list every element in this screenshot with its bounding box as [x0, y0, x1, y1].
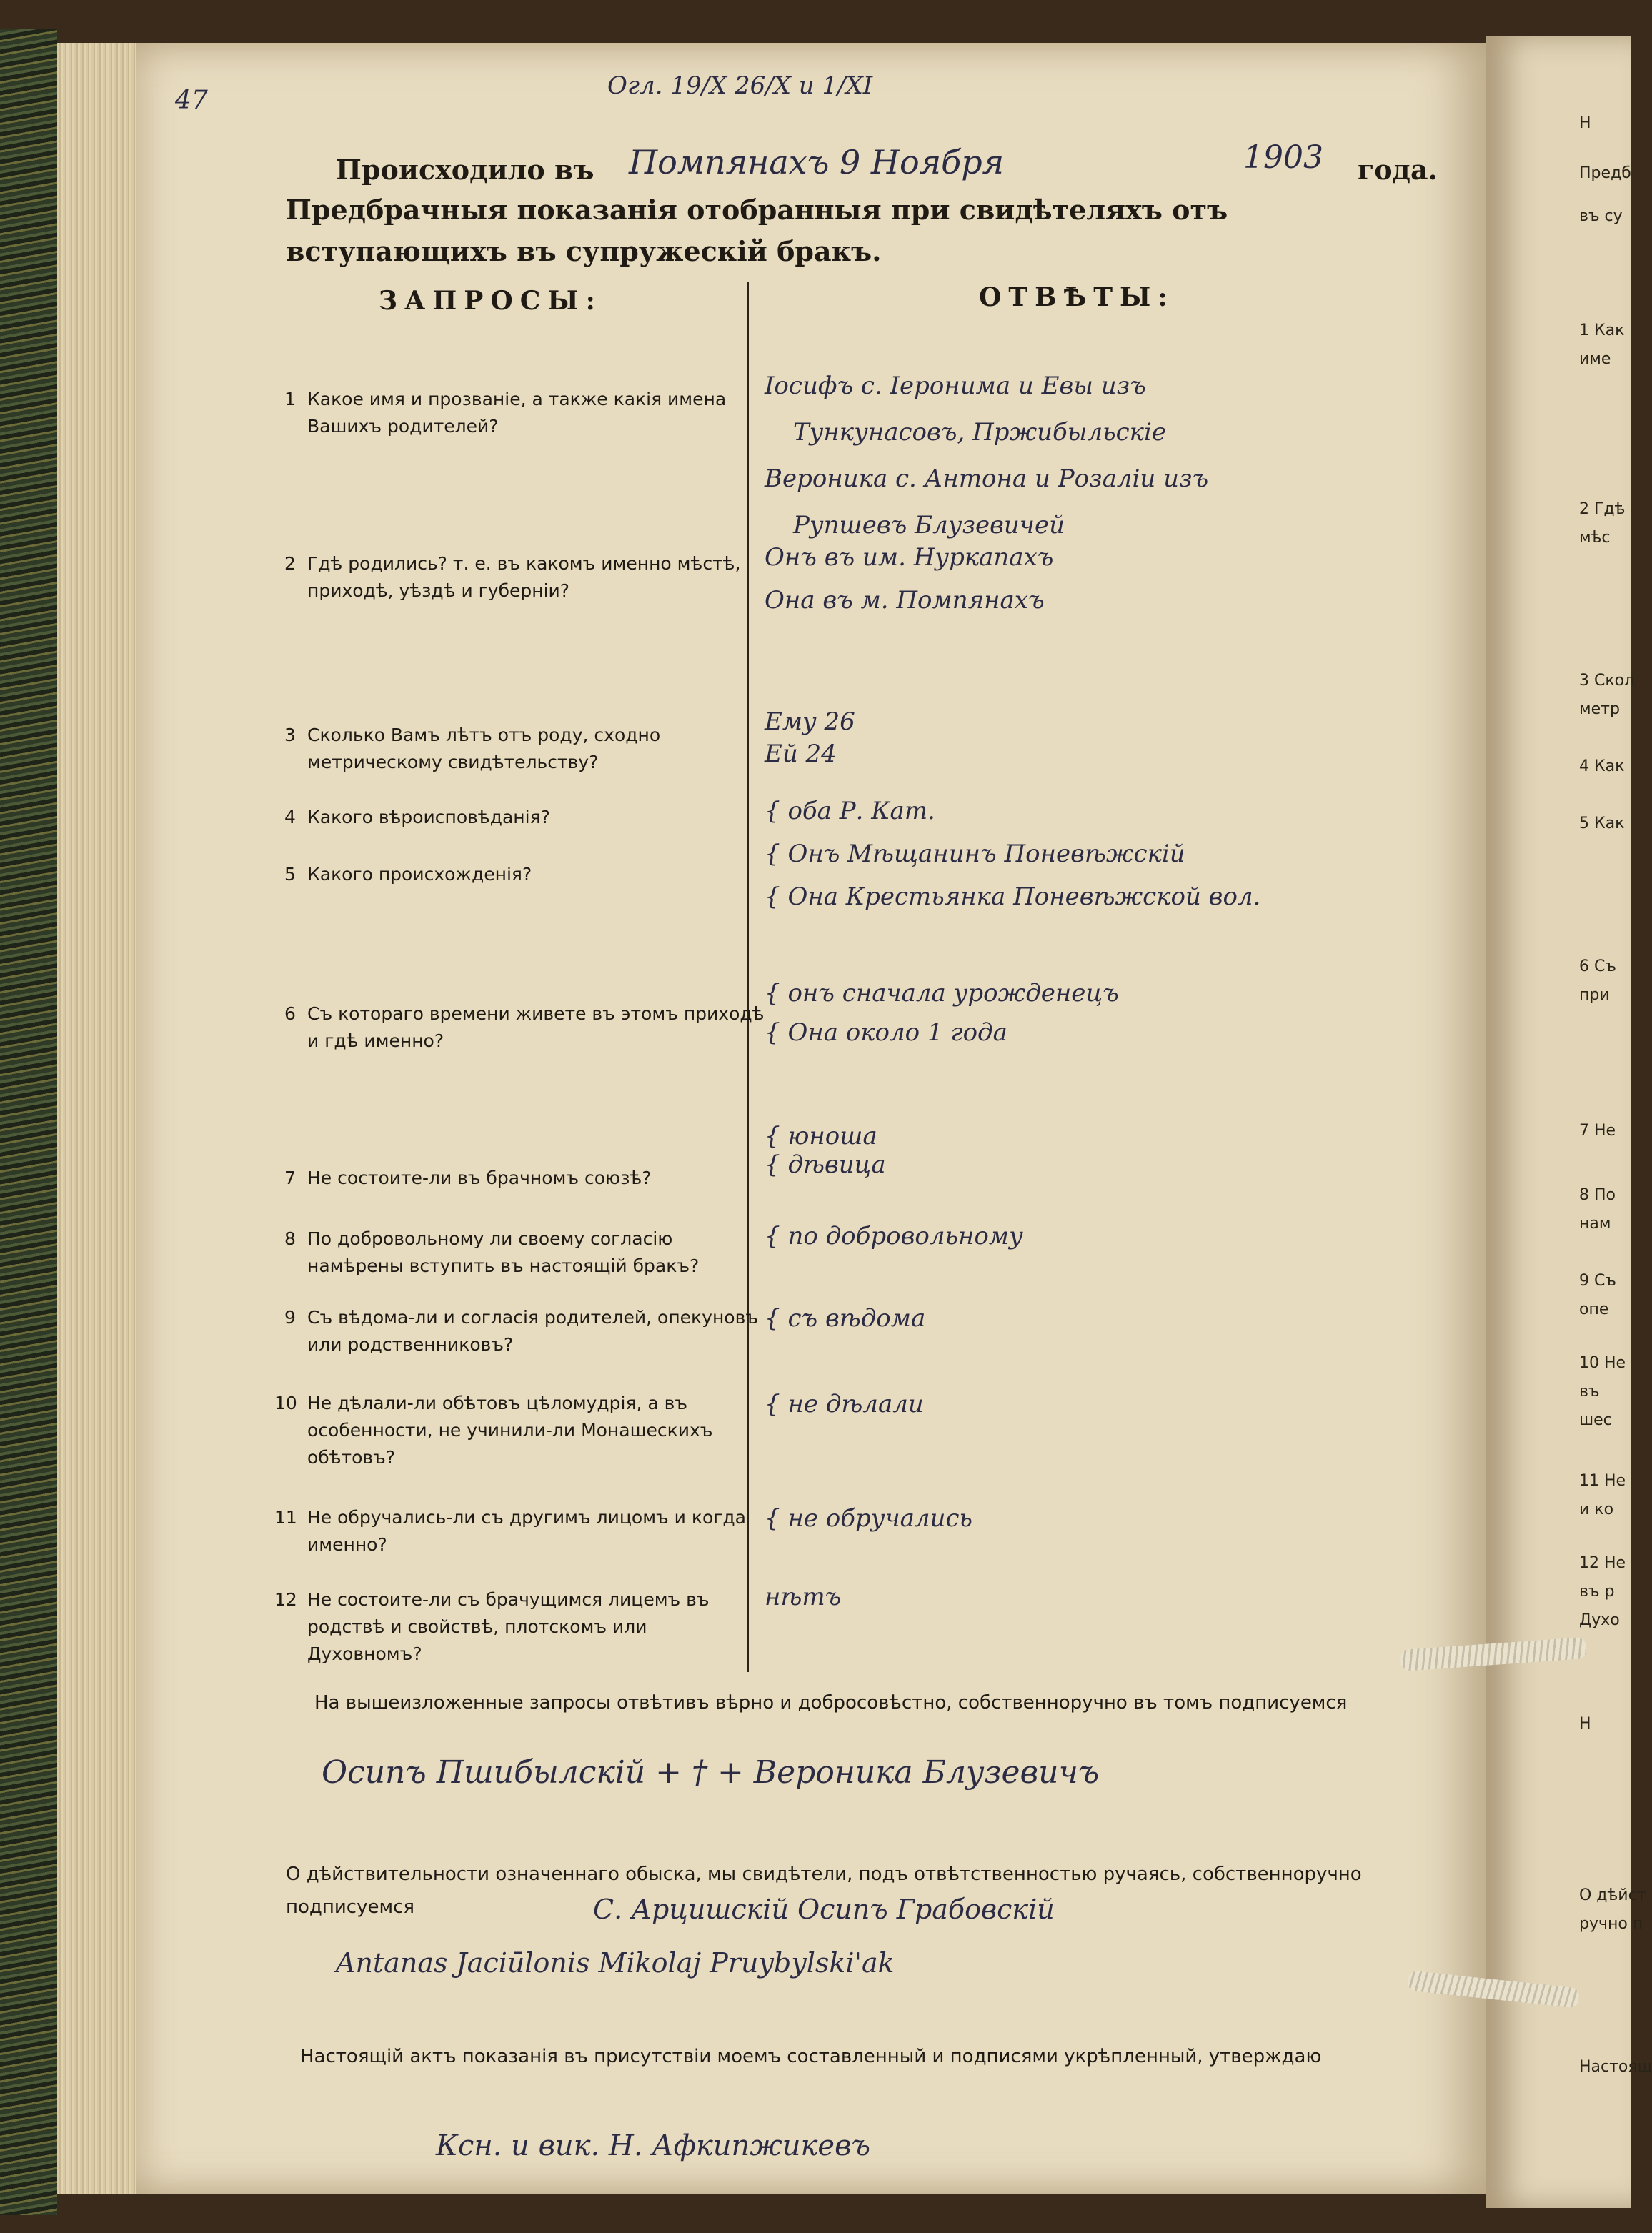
question-text: Сколько Вамъ лѣтъ отъ роду, сходно метрическому свидѣтельству?: [307, 725, 661, 772]
answers-heading: ОТВѢТЫ:: [979, 282, 1175, 312]
question-text: Съ вѣдома-ли и согласія родителей, опекуновъ или родственниковъ?: [307, 1307, 758, 1355]
question-text: Не дѣлали-ли обѣтовъ цѣломудрія, а въ особенности, не учинили-ли Монашескихъ обѣтовъ?: [307, 1393, 713, 1468]
header-lead: Происходило въ: [336, 154, 594, 186]
question-text: Какого происхожденія?: [307, 864, 532, 885]
question-4: [284, 804, 765, 831]
question-number: 8: [284, 1228, 296, 1249]
answer-7-line-1: { юноша: [765, 1122, 877, 1150]
facing-page-text: въ р: [1579, 1583, 1615, 1601]
facing-page-text: 7 Не: [1579, 1122, 1616, 1140]
answer-4-line-1: { оба Р. Кат.: [765, 797, 935, 825]
question-7: [284, 1165, 765, 1192]
question-1: [284, 386, 765, 440]
question-number: 4: [284, 807, 296, 827]
facing-page: [1486, 36, 1652, 2208]
facing-page-text: нам: [1579, 1215, 1611, 1233]
question-number: 5: [284, 864, 296, 885]
answer-12-line-1: нѣтъ: [765, 1583, 842, 1611]
answer-1-line-2: Тункунасовъ, Пржибыльскіе: [793, 418, 1166, 447]
question-text: Гдѣ родились? т. е. въ какомъ именно мѣстѣ, приходѣ, уѣздѣ и губерніи?: [307, 553, 741, 601]
year: 1903: [1243, 139, 1323, 176]
answer-10-line-1: { не дѣлали: [765, 1390, 924, 1418]
place-date: Помпянахъ 9 Ноября: [629, 143, 1005, 181]
approval-text: Настоящій актъ показанія въ присутствіи моемъ составленный и подписями укрѣпленный, утверждаю: [300, 2046, 1322, 2067]
answer-3-line-2: Ей 24: [765, 740, 837, 768]
facing-page-text: 2 Гдѣ: [1579, 500, 1626, 518]
witness-signature-1: С. Арцишскій Осипъ Грабовскій: [593, 1894, 1055, 1925]
question-8: [284, 1225, 765, 1280]
question-9: [284, 1304, 765, 1358]
question-number: 7: [284, 1168, 296, 1188]
question-number: 12: [274, 1589, 297, 1610]
attest-text: На вышеизложенные запросы отвѣтивъ вѣрно и добросовѣстно, собственноручно въ томъ подписуемся: [314, 1692, 1348, 1714]
answer-9-line-1: { съ вѣдома: [765, 1304, 926, 1333]
question-text: По добровольному ли своему согласію намѣрены вступить въ настоящій бракъ?: [307, 1228, 700, 1276]
question-text: Какого вѣроисповѣданія?: [307, 807, 550, 827]
page-edges: [57, 43, 143, 2194]
folio-number: 47: [175, 86, 208, 115]
question-text: Не состоите-ли въ брачномъ союзѣ?: [307, 1168, 652, 1188]
question-2: [284, 550, 765, 605]
question-number: 10: [274, 1393, 297, 1413]
facing-page-text: мѣс: [1579, 529, 1611, 547]
facing-page-text: опе: [1579, 1300, 1609, 1318]
answer-2-line-2: Она въ м. Помпянахъ: [765, 586, 1045, 615]
answer-2-line-1: Онъ въ им. Нуркапахъ: [765, 543, 1054, 572]
question-text: Не обручались-ли съ другимъ лицомъ и когда именно?: [307, 1507, 746, 1555]
page-title: Предбрачныя показанія отобранныя при свидѣтеляхъ отъ вступающихъ въ супружескій бракъ.: [286, 194, 1228, 267]
answer-7-line-2: { дѣвица: [765, 1150, 886, 1179]
facing-page-text: 1 Как: [1579, 322, 1625, 339]
question-text: Съ котораго времени живете въ этомъ приходѣ и гдѣ именно?: [307, 1003, 765, 1051]
facing-page-text: Н: [1579, 1715, 1591, 1733]
question-number: 11: [274, 1507, 297, 1528]
facing-page-text: 6 Съ: [1579, 958, 1616, 975]
facing-page-text: 8 По: [1579, 1186, 1616, 1204]
year-suffix: года.: [1358, 154, 1438, 186]
question-number: 3: [284, 725, 296, 745]
priest-signature: Ксн. и вик. Н. Афкипжикевъ: [436, 2129, 871, 2162]
answer-6-line-1: { онъ сначала урожденецъ: [765, 979, 1119, 1008]
answer-1-line-1: Іосифъ с. Іеронима и Евы изъ: [765, 372, 1146, 400]
margin-note: Огл. 19/X 26/X и 1/XI: [607, 71, 873, 100]
facing-page-text: О дѣйст: [1579, 1886, 1646, 1904]
answer-5-line-1: { Онъ Мѣщанинъ Поневѣжскій: [765, 840, 1185, 868]
facing-page-text: 5 Как: [1579, 815, 1625, 832]
witness-signature-2: Antanas Jaciūlonis Mikolaj Pruybylski'ak: [336, 1947, 895, 1979]
question-text: Какое имя и прозваніе, а также какія имена Вашихъ родителей?: [307, 389, 727, 437]
facing-page-text: и ко: [1579, 1501, 1614, 1518]
facing-page-text: 11 Не: [1579, 1472, 1626, 1490]
facing-page-text: метр: [1579, 700, 1620, 718]
facing-page-text: 4 Как: [1579, 757, 1625, 775]
answer-6-line-2: { Она около 1 года: [765, 1018, 1007, 1047]
couple-signature: Осипъ Пшибылскій + † + Вероника Блузевичъ: [322, 1754, 1100, 1791]
answer-1-line-4: Рупшевъ Блузевичей: [793, 511, 1065, 539]
answer-11-line-1: { не обручались: [765, 1504, 972, 1533]
book-spine: [0, 29, 57, 2215]
facing-page-text: въ су: [1579, 207, 1623, 225]
question-12: [274, 1586, 765, 1668]
facing-page-text: име: [1579, 350, 1611, 368]
facing-page-text: въ: [1579, 1383, 1600, 1401]
facing-page-text: 3 Скол: [1579, 672, 1635, 690]
question-6: [284, 1000, 765, 1055]
answer-8-line-1: { по добровольному: [765, 1222, 1023, 1250]
facing-page-text: Н: [1579, 114, 1591, 132]
facing-page-text: при: [1579, 986, 1610, 1004]
question-10: [274, 1390, 765, 1471]
register-page: [136, 43, 1486, 2194]
question-3: [284, 722, 765, 776]
facing-page-text: Предб: [1579, 164, 1631, 182]
facing-page-text: Духо: [1579, 1611, 1620, 1629]
facing-page-text: 9 Съ: [1579, 1272, 1616, 1290]
question-number: 6: [284, 1003, 296, 1024]
question-5: [284, 861, 765, 888]
facing-page-text: ручно п: [1579, 1915, 1643, 1933]
facing-page-text: шес: [1579, 1411, 1612, 1429]
question-number: 9: [284, 1307, 296, 1328]
question-number: 2: [284, 553, 296, 574]
facing-page-text: 12 Не: [1579, 1554, 1626, 1572]
question-11: [274, 1504, 765, 1558]
answer-5-line-2: { Она Крестьянка Поневѣжской вол.: [765, 882, 1261, 911]
facing-page-text: Настоящ: [1579, 2058, 1652, 2076]
facing-page-text: 10 Не: [1579, 1354, 1626, 1372]
questions-heading: ЗАПРОСЫ:: [379, 286, 602, 316]
question-text: Не состоите-ли съ брачущимся лицемъ въ родствѣ и свойствѣ, плотскомъ или Духовномъ?: [307, 1589, 710, 1664]
question-number: 1: [284, 389, 296, 409]
answer-1-line-3: Вероника с. Антона и Розаліи изъ: [765, 464, 1209, 493]
witness-text: О дѣйствительности означеннаго обыска, мы свидѣтели, подъ отвѣтственностью ручаясь, собственноручно подписуемся: [286, 1864, 1362, 1918]
answer-3-line-1: Ему 26: [765, 707, 855, 736]
